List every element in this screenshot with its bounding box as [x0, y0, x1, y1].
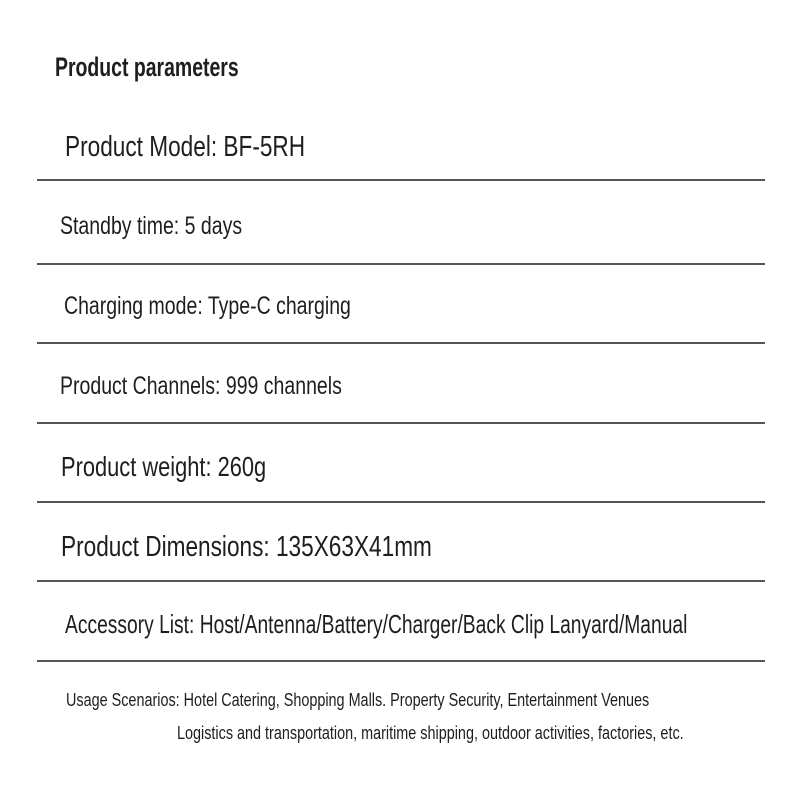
divider	[37, 422, 765, 424]
param-standby: Standby time: 5 days	[60, 212, 243, 240]
param-charging: Charging mode: Type-C charging	[64, 292, 351, 320]
param-dimensions: Product Dimensions: 135X63X41mm	[61, 531, 432, 563]
usage-line-1: Usage Scenarios: Hotel Catering, Shopping Malls. Property Security, Entertainment Venues	[66, 690, 650, 710]
divider	[37, 342, 765, 344]
param-channels: Product Channels: 999 channels	[60, 372, 342, 400]
param-accessories: Accessory List: Host/Antenna/Battery/Charger/Back Clip Lanyard/Manual	[65, 609, 688, 639]
divider	[37, 179, 765, 181]
divider	[37, 580, 765, 582]
divider	[37, 263, 765, 265]
usage-line-2: Logistics and transportation, maritime shipping, outdoor activities, factories, etc.	[177, 723, 684, 743]
page-title: Product parameters	[55, 52, 239, 82]
divider	[37, 501, 765, 503]
param-model: Product Model: BF-5RH	[65, 131, 306, 163]
divider	[37, 660, 765, 662]
param-weight: Product weight: 260g	[61, 451, 267, 482]
